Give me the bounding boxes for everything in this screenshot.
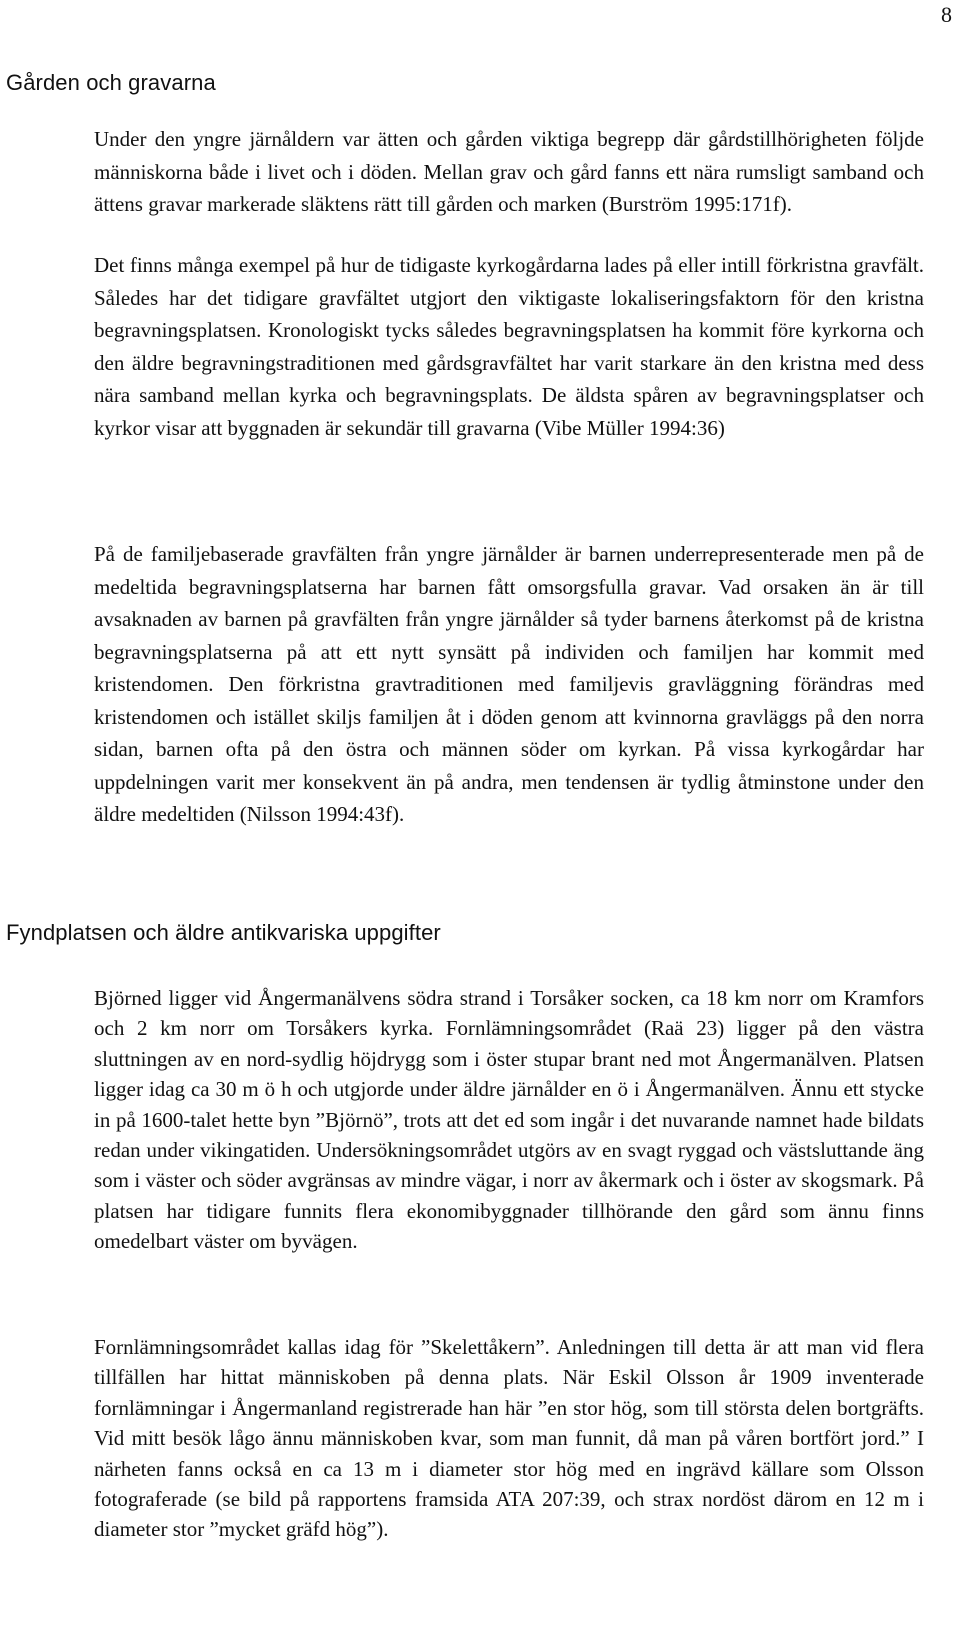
paragraph: Det finns många exempel på hur de tidigaste kyrkogårdarna lades på eller intill förkristna gravfält. Således har det tidigare gravfältet utgjort den viktigaste lokaliseringsfaktorn för den kristna begravningsplatsen. Kronologiskt tycks således begravningsplatsen ha kommit före kyrkorna och den äldre begravningstraditionen med gårdsgravfältet har varit starkare än den kristna med dess nära samband mellan kyrka och begravningsplats. De äldsta spåren av begravningsplatser och kyrkor visar att byggnaden är sekundär till gravarna (Vibe Müller 1994:36) <box>94 253 924 440</box>
paragraph: Under den yngre järnåldern var ätten och gården viktiga begrepp där gårdstillhörigheten följde människorna både i livet och i döden. Mellan grav och gård fanns ett nära rumsligt samband och ättens gravar markerade släktens rätt till gården och marken (Burström 1995:171f). <box>94 127 924 216</box>
section-heading-fyndplatsen: Fyndplatsen och äldre antikvariska uppgifter <box>6 920 441 945</box>
paragraph: Björned ligger vid Ångermanälvens södra strand i Torsåker socken, ca 18 km norr om Kramfors och 2 km norr om Torsåkers kyrka. Fornlämningsområdet (Raä 23) ligger på den västra sluttningen av en nord-sydlig höjdrygg som i öster stupar brant ned mot Ångermanälven. Platsen ligger idag ca 30 m ö h och utgjorde under äldre järnålder en ö i Ångermanälven. Ännu ett stycke in på 1600-talet hette byn ”Björnö”, trots att det ed som ingår i det nuvarande namnet hade bildats redan under vikingatiden. Undersökningsområdet utgörs av en svagt ryggad och västsluttande äng som i väster och söder avgränsas av mindre vägar, i norr av åkermark och i öster av skogsmark. På platsen har tidigare funnits flera ekonomibyggnader tillhörande den gård som ännu finns omedelbart väster om byvägen. <box>94 986 924 1254</box>
section-heading-gravarna: Gården och gravarna <box>6 70 216 95</box>
paragraph: Fornlämningsområdet kallas idag för ”Skelettåkern”. Anledningen till detta är att man vid flera tillfällen har hittat människoben på denna plats. När Eskil Olsson år 1909 inventerade fornlämningar i Ångermanland registrerade han här ”en stor hög, som till största delen bortgräfts. Vid mitt besök lågo ännu människoben kvar, som man funnit, då man på våren bortfört jord.” I närheten fanns också en ca 13 m i diameter stor hög med en ingrävd källare som Olsson fotograferade (se bild på rapportens framsida ATA 207:39, och strax nordöst därom en 12 m i diameter stor ”mycket gräfd hög”). <box>94 1335 924 1542</box>
page-number: 8 <box>941 2 952 27</box>
paragraph: På de familjebaserade gravfälten från yngre järnålder är barnen underrepresenterade men på de medeltida begravningsplatserna har barnen fått omsorgsfulla gravar. Vad orsaken än är till avsaknaden av barnen på gravfälten från yngre järnålder så tyder barnens återkomst på de kristna begravningsplatserna på att ett nytt synsätt på individen och familjen har kommit med kristendomen. Den förkristna gravtraditionen med familjevis gravläggning förändras med kristendomen och istället skiljs familjen åt i döden genom att kvinnorna gravläggs på den norra sidan, barnen ofta på den östra och männen söder om kyrkan. På vissa kyrkogårdar har uppdelningen varit mer konsekvent än på andra, men tendensen är tydlig åtminstone under den äldre medeltiden (Nilsson 1994:43f). <box>94 542 924 826</box>
